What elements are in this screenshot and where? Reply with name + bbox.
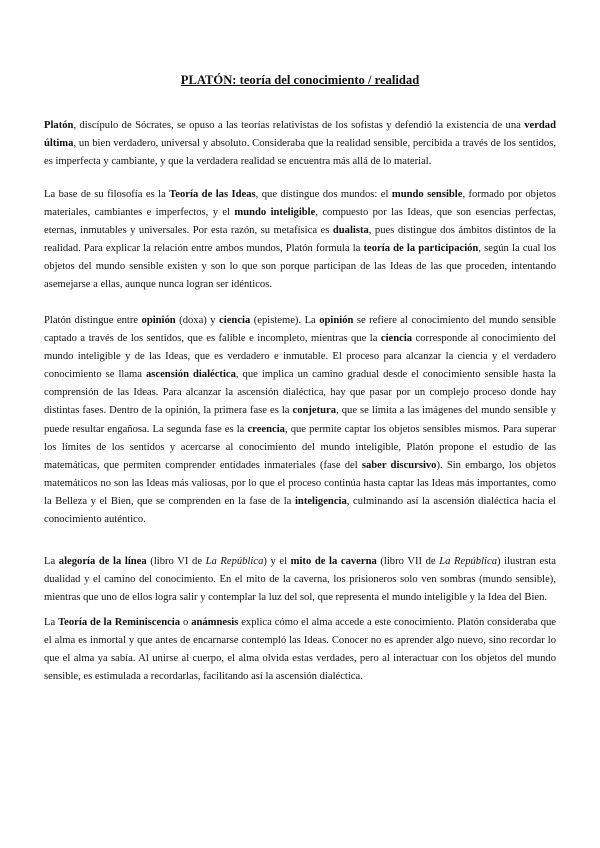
text-run: o	[180, 617, 192, 628]
text-run: ). Sin embargo, los objetos matemáticos no son las Ideas más valiosas, por lo que el proceso continúa hasta captar las Ideas más importantes, como la Belleza y el Bien, que se comprenden en la fase de la	[44, 459, 556, 507]
paragraph-allegories	[44, 553, 556, 607]
text-run: La base de su filosofía es la	[44, 189, 170, 200]
bold-term: verdad última	[44, 120, 556, 150]
text-run: , pues distingue dos ámbitos distintos de la realidad. Para explicar la relación entre ambos mundos, Platón formula la	[44, 225, 556, 255]
page-title: PLATÓN: teoría del conocimiento / realidad	[180, 73, 420, 87]
text-run: corresponde al conocimiento del mundo inteligible y de las Ideas, que es verdadero e inmutable. El proceso para alcanzar la ciencia y el verdadero conocimiento se llama	[44, 333, 556, 381]
bold-term: opinión	[319, 315, 354, 326]
text-run: (episteme). La	[250, 315, 320, 326]
paragraph-reminiscence	[44, 614, 556, 686]
text-run: Platón distingue entre	[44, 315, 142, 326]
bold-term: ascensión dialéctica	[145, 369, 236, 381]
text-run: (libro VI de	[146, 556, 206, 567]
text-run: , formado por objetos materiales, cambiantes e imperfectos, y el	[44, 189, 556, 219]
text-run: explica cómo el alma accede a este conocimiento. Platón consideraba que el alma es inmortal y que antes de encarnarse contempló las Ideas. Conocer no es aprender algo nuevo, sino recordar lo que el alma ya sabía. Al unirse al cuerpo, el alma olvida estas verdades, pero al interactuar con los objetos del mundo sensible, es estimulada a recordarlas, facilitando así la ascensión dialéctica.	[44, 617, 556, 683]
text-run: ) ilustran esta dualidad y el camino del conocimiento. En el mito de la caverna, los prisioneros solo ven sombras (mundo sensible), mientras que uno de ellos logra salir y contemplar la luz del sol, que representa el mundo inteligible y la Idea del Bien.	[44, 556, 556, 604]
text-run: , según la cual los objetos del mundo sensible existen y son lo que son porque participan de las Ideas de las que proceden, intentando asemejarse a ellas, aunque nunca logran ser idénticos.	[44, 243, 556, 291]
bold-term: conjetura	[292, 405, 337, 417]
italic-title: La República	[205, 556, 264, 567]
bold-term: saber discursivo	[361, 459, 437, 471]
bold-term: teoría de la participación	[363, 243, 479, 255]
text-run: , que distingue dos mundos: el	[255, 189, 392, 200]
text-run: , discípulo de Sócrates, se opuso a las teorías relativistas de los sofistas y defendió la existencia de una	[73, 120, 525, 131]
bold-term: creencia	[247, 423, 285, 435]
text-run: ) y el	[263, 556, 291, 567]
bold-term: dualista	[332, 225, 369, 237]
paragraph-opinion-science	[44, 312, 556, 529]
bold-term: mundo sensible	[391, 189, 463, 200]
text-run: (doxa) y	[175, 315, 220, 326]
text-run: , que implica un camino gradual desde el conocimiento sensible hasta la comprensión de las Ideas. Para alcanzar la ascensión dialéctica, hay que pasar por un complejo proceso donde hay distintas fases. Dentro de la opinión, la primera fase es la	[44, 369, 556, 417]
paragraph-intro	[44, 117, 556, 171]
bold-term: mito de la caverna	[290, 556, 377, 567]
bold-term: inteligencia	[294, 495, 347, 507]
text-run: , compuesto por las Ideas, que son esencias perfectas, eternas, inmutables y universales. Por esta razón, su metafísica es	[44, 207, 556, 237]
bold-term: Teoría de la Reminiscencia	[58, 617, 181, 628]
text-run: La	[44, 556, 59, 567]
text-run: , que se limita a las imágenes del mundo sensible y puede resultar engañosa. La segunda fase es la	[44, 405, 556, 435]
bold-term: opinión	[141, 315, 176, 326]
text-run: se refiere al conocimiento del mundo sensible captado a través de los sentidos, que es falible e incompleto, mientras que la	[44, 315, 556, 345]
text-run: , culminando así la ascensión dialéctica hacia el conocimiento auténtico.	[44, 495, 557, 526]
bold-term: ciencia	[380, 333, 413, 345]
bold-term: ciencia	[219, 315, 251, 326]
text-run: , un bien verdadero, universal y absoluto. Consideraba que la realidad sensible, percibida a través de los sentidos, es imperfecta y cambiante, y que la verdadera realidad se encuentra más allá de lo material.	[44, 138, 556, 168]
text-run: (libro VII de	[376, 556, 440, 567]
bold-term: alegoría de la línea	[58, 556, 147, 567]
bold-term: Teoría de las Ideas	[169, 189, 256, 200]
bold-term: Platón	[44, 120, 74, 131]
text-run: La	[44, 617, 59, 628]
text-run: , que permite captar los objetos sensibles mismos. Para superar los límites de los sentidos y acercarse al conocimiento del mundo inteligible, Platón propone el estudio de las matemáticas, que permiten comprender entidades inmateriales (fase del	[44, 423, 556, 471]
bold-term: anámnesis	[191, 617, 239, 628]
paragraph-theory-of-ideas	[44, 186, 556, 295]
bold-term: mundo inteligible	[234, 207, 316, 219]
italic-title: La República	[439, 556, 497, 567]
